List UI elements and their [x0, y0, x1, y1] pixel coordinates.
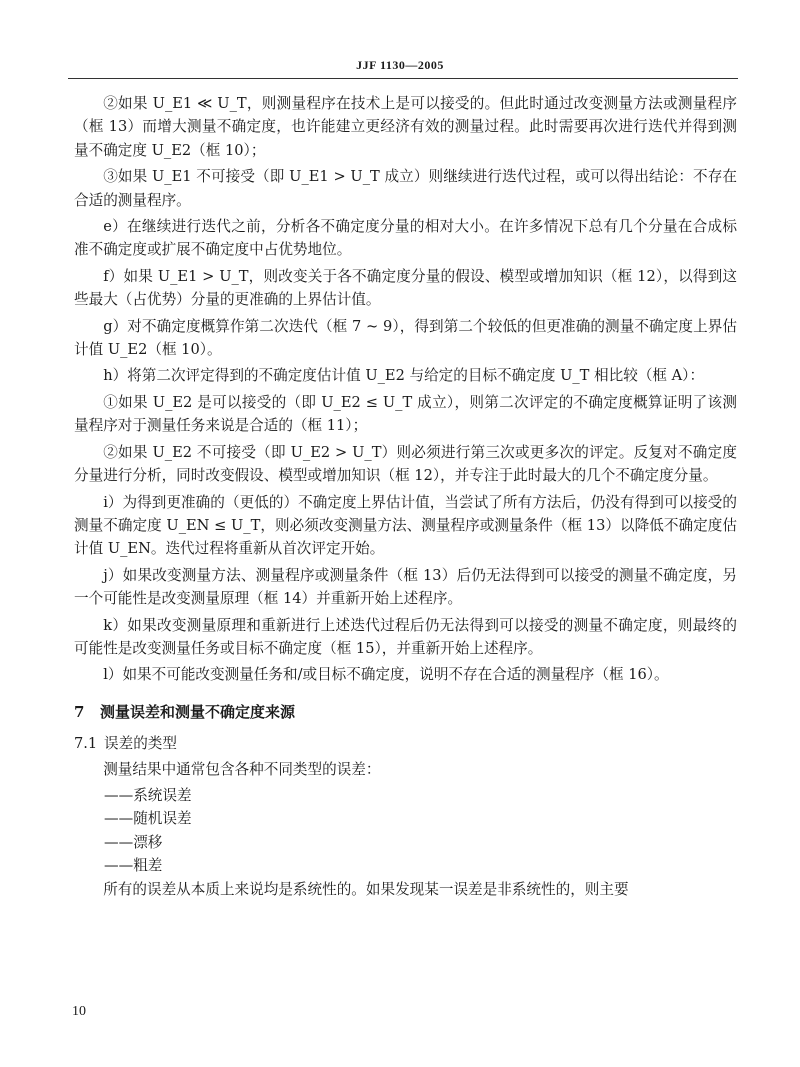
paragraph: l）如果不可能改变测量任务和/或目标不确定度，说明不存在合适的测量程序（框 16）。	[103, 666, 669, 684]
paragraph: k）如果改变测量原理和重新进行上述迭代过程后仍无法得到可以接受的测量不确定度，则最终的可能性是改变测量任务或目标不确定度（框 15），并重新开始上述程序。	[74, 616, 737, 657]
header-rule	[68, 78, 738, 79]
paragraph: i）为得到更准确的（更低的）不确定度上界估计值，当尝试了所有方法后，仍没有得到可以接受的测量不确定度 U_EN ≤ U_T，则必须改变测量方法、测量程序或测量条件（框 13）以降低不确定度估计值 U_EN。迭代过程将重新从首次评定开始。	[74, 493, 737, 558]
paragraph: ②如果 U_E2 不可接受（即 U_E2 > U_T）则必须进行第三次或更多次的评定。反复对不确定度分量进行分析，同时改变假设、模型或增加知识（框 12），并专注于此时最大的几个不确定度分量。	[74, 443, 737, 485]
page-number: 10	[72, 1004, 86, 1019]
subsection-title: 误差的类型	[104, 735, 177, 753]
subsection-heading	[74, 732, 737, 755]
paragraph: h）将第二次评定得到的不确定度估计值 U_E2 与给定的目标不确定度 U_T 相比较（框 A）：	[103, 367, 705, 385]
section-number: 7	[74, 702, 85, 721]
error-type-list	[74, 784, 737, 878]
list-item: ——随机误差	[104, 810, 192, 828]
section-heading	[74, 701, 737, 724]
paragraph: g）对不确定度概算作第二次迭代（框 7 ~ 9），得到第二个较低的但更准确的测量不确定度上界估计值 U_E2（框 10）。	[74, 317, 737, 359]
paragraph: ③如果 U_E1 不可接受（即 U_E1 > U_T 成立）则继续进行迭代过程，或可以得出结论：不存在合适的测量程序。	[74, 168, 737, 209]
paragraph: ①如果 U_E2 是可以接受的（即 U_E2 ≤ U_T 成立），则第二次评定的不确定度概算证明了该测量程序对于测量任务来说是合适的（框 11）；	[74, 393, 737, 435]
list-item: ——系统误差	[104, 786, 192, 804]
paragraph: j）如果改变测量方法、测量程序或测量条件（框 13）后仍无法得到可以接受的测量不确定度，另一个可能性是改变测量原理（框 14）并重新开始上述程序。	[74, 566, 737, 608]
paragraph: 所有的误差从本质上来说均是系统性的。如果发现某一误差是非系统性的，则主要	[103, 880, 629, 898]
list-item: ——漂移	[104, 833, 163, 851]
page-header: JJF 1130—2005	[356, 58, 444, 72]
paragraph: e）在继续进行迭代之前，分析各不确定度分量的相对大小。在许多情况下总有几个分量在合成标准不确定度或扩展不确定度中占优势地位。	[74, 218, 737, 259]
list-item: ——粗差	[104, 857, 163, 875]
paragraph: 测量结果中通常包含各种不同类型的误差：	[103, 760, 381, 778]
page-body	[74, 92, 737, 904]
subsection-number: 7.1	[74, 735, 98, 753]
paragraph: ②如果 U_E1 ≪ U_T，则测量程序在技术上是可以接受的。但此时通过改变测量方法或测量程序（框 13）而增大测量不确定度，也许能建立更经济有效的测量过程。此时需要再次进行迭代并得到测量不确定度 U_E2（框 10）；	[74, 95, 737, 159]
paragraph: f）如果 U_E1 > U_T，则改变关于各不确定度分量的假设、模型或增加知识（框 12），以得到这些最大（占优势）分量的更准确的上界估计值。	[74, 267, 737, 309]
section-title: 测量误差和测量不确定度来源	[100, 702, 296, 721]
